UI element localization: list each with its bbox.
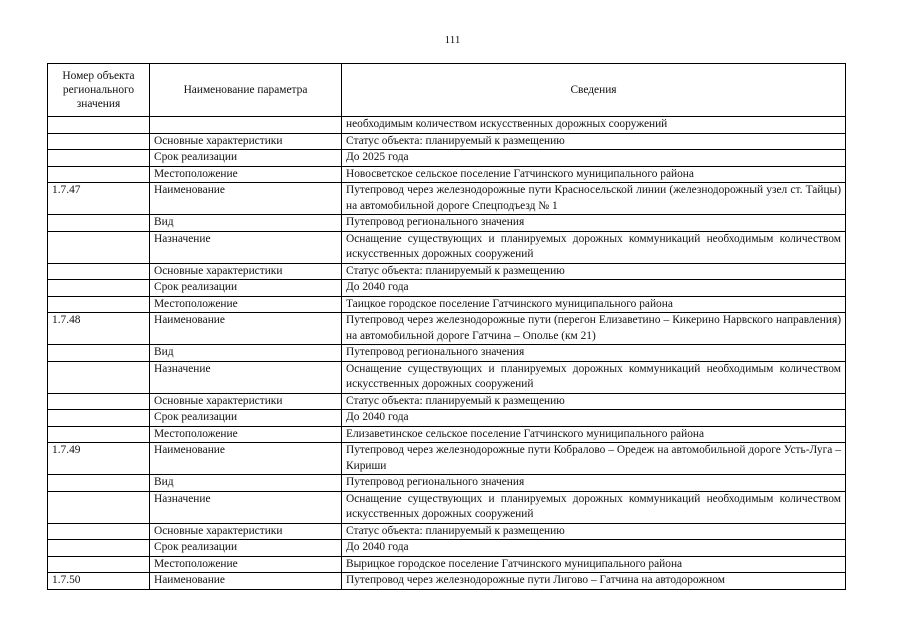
object-number-cell xyxy=(48,491,150,523)
parameter-name-cell: Срок реализации xyxy=(150,150,342,167)
details-cell: До 2040 года xyxy=(342,410,846,427)
details-cell: Путепровод через железнодорожные пути Лигово – Гатчина на автодорожном xyxy=(342,573,846,590)
object-number-cell xyxy=(48,150,150,167)
details-cell: Путепровод регионального значения xyxy=(342,345,846,362)
details-cell: Статус объекта: планируемый к размещению xyxy=(342,133,846,150)
parameter-name-cell: Местоположение xyxy=(150,426,342,443)
object-number-cell xyxy=(48,215,150,232)
details-cell: Статус объекта: планируемый к размещению xyxy=(342,393,846,410)
table-row xyxy=(48,556,846,573)
table-row xyxy=(48,183,846,215)
parameter-name-cell: Наименование xyxy=(150,573,342,590)
table-row xyxy=(48,296,846,313)
parameter-name-cell: Срок реализации xyxy=(150,540,342,557)
table-row xyxy=(48,475,846,492)
details-cell: Путепровод через железнодорожные пути Кобралово – Оредеж на автомобильной дороге Усть-Луга – Кириши xyxy=(342,443,846,475)
parameter-name-cell: Назначение xyxy=(150,361,342,393)
parameter-name-cell: Вид xyxy=(150,475,342,492)
details-cell: Статус объекта: планируемый к размещению xyxy=(342,263,846,280)
details-cell: До 2040 года xyxy=(342,540,846,557)
parameter-name-cell xyxy=(150,117,342,134)
header-details: Сведения xyxy=(342,64,846,117)
details-cell: Оснащение существующих и планируемых дорожных коммуникаций необходимым количеством искусственных дорожных сооружений xyxy=(342,491,846,523)
table-row xyxy=(48,263,846,280)
parameter-name-cell: Основные характеристики xyxy=(150,133,342,150)
object-number-cell: 1.7.47 xyxy=(48,183,150,215)
parameter-name-cell: Наименование xyxy=(150,313,342,345)
details-cell: Оснащение существующих и планируемых дорожных коммуникаций необходимым количеством искусственных дорожных сооружений xyxy=(342,231,846,263)
page-number: 111 xyxy=(444,34,461,46)
table-row xyxy=(48,231,846,263)
object-number-cell xyxy=(48,263,150,280)
details-cell: Статус объекта: планируемый к размещению xyxy=(342,523,846,540)
details-cell: Путепровод регионального значения xyxy=(342,215,846,232)
header-object-number: Номер объекта регионального значения xyxy=(48,64,150,117)
details-cell: Вырицкое городское поселение Гатчинского муниципального района xyxy=(342,556,846,573)
parameter-name-cell: Вид xyxy=(150,345,342,362)
table-row xyxy=(48,133,846,150)
details-cell: До 2040 года xyxy=(342,280,846,297)
details-cell: Путепровод регионального значения xyxy=(342,475,846,492)
object-number-cell xyxy=(48,523,150,540)
object-number-cell xyxy=(48,410,150,427)
details-cell: Новосветское сельское поселение Гатчинского муниципального района xyxy=(342,166,846,183)
regional-objects-table xyxy=(47,63,846,590)
table-row xyxy=(48,443,846,475)
parameter-name-cell: Наименование xyxy=(150,443,342,475)
table-row xyxy=(48,215,846,232)
object-number-cell xyxy=(48,166,150,183)
details-cell: Таицкое городское поселение Гатчинского муниципального района xyxy=(342,296,846,313)
object-number-cell xyxy=(48,426,150,443)
object-number-cell xyxy=(48,556,150,573)
object-number-cell xyxy=(48,117,150,134)
table-row xyxy=(48,491,846,523)
table-row xyxy=(48,117,846,134)
table-row xyxy=(48,393,846,410)
object-number-cell xyxy=(48,361,150,393)
object-number-cell xyxy=(48,133,150,150)
details-cell: Елизаветинское сельское поселение Гатчинского муниципального района xyxy=(342,426,846,443)
table-row xyxy=(48,410,846,427)
table-header-row xyxy=(48,64,846,117)
parameter-name-cell: Основные характеристики xyxy=(150,523,342,540)
parameter-name-cell: Местоположение xyxy=(150,296,342,313)
object-number-cell xyxy=(48,475,150,492)
table-row xyxy=(48,361,846,393)
object-number-cell xyxy=(48,296,150,313)
parameter-name-cell: Наименование xyxy=(150,183,342,215)
parameter-name-cell: Назначение xyxy=(150,231,342,263)
table-row xyxy=(48,280,846,297)
object-number-cell xyxy=(48,345,150,362)
object-number-cell: 1.7.49 xyxy=(48,443,150,475)
table-row xyxy=(48,426,846,443)
parameter-name-cell: Вид xyxy=(150,215,342,232)
table-body xyxy=(48,117,846,590)
table-row xyxy=(48,166,846,183)
details-cell: необходимым количеством искусственных дорожных сооружений xyxy=(342,117,846,134)
header-parameter-name: Наименование параметра xyxy=(150,64,342,117)
parameter-name-cell: Срок реализации xyxy=(150,410,342,427)
table-row xyxy=(48,573,846,590)
parameter-name-cell: Срок реализации xyxy=(150,280,342,297)
parameter-name-cell: Местоположение xyxy=(150,166,342,183)
table-row xyxy=(48,540,846,557)
parameter-name-cell: Назначение xyxy=(150,491,342,523)
parameter-name-cell: Основные характеристики xyxy=(150,393,342,410)
object-number-cell xyxy=(48,231,150,263)
parameter-name-cell: Местоположение xyxy=(150,556,342,573)
table-row xyxy=(48,345,846,362)
table-row xyxy=(48,523,846,540)
table-row xyxy=(48,313,846,345)
object-number-cell xyxy=(48,280,150,297)
details-cell: Оснащение существующих и планируемых дорожных коммуникаций необходимым количеством искусственных дорожных сооружений xyxy=(342,361,846,393)
details-cell: До 2025 года xyxy=(342,150,846,167)
object-number-cell: 1.7.48 xyxy=(48,313,150,345)
details-cell: Путепровод через железнодорожные пути (перегон Елизаветино – Кикерино Нарвского направления) на автомобильной дороге Гатчина – Ополье (км 21) xyxy=(342,313,846,345)
parameter-name-cell: Основные характеристики xyxy=(150,263,342,280)
object-number-cell: 1.7.50 xyxy=(48,573,150,590)
object-number-cell xyxy=(48,540,150,557)
object-number-cell xyxy=(48,393,150,410)
table-row xyxy=(48,150,846,167)
details-cell: Путепровод через железнодорожные пути Красносельской линии (железнодорожный узел ст. Тайцы) на автомобильной дороге Спецподъезд № 1 xyxy=(342,183,846,215)
